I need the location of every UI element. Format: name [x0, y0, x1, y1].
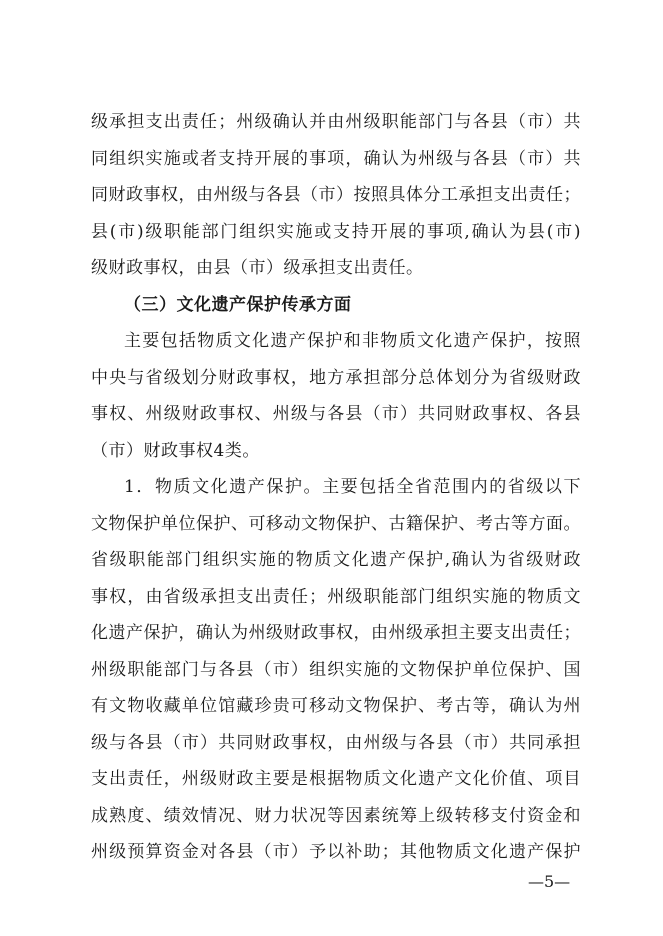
- text-line: 县(市)级职能部门组织实施或支持开展的事项,确认为县(市): [91, 222, 581, 242]
- text-line: 州级预算资金对各县（市）予以补助；其他物质文化遗产保护: [91, 842, 581, 862]
- text-line: 省级职能部门组织实施的物质文化遗产保护,确认为省级财政: [91, 550, 581, 570]
- text-line: 主要包括物质文化遗产保护和非物质文化遗产保护，按照: [124, 331, 581, 351]
- text-line: 1．物质文化遗产保护。主要包括全省范围内的省级以下: [124, 477, 581, 497]
- text-line: 州级职能部门与各县（市）组织实施的文物保护单位保护、国: [91, 660, 581, 680]
- text-line: 级财政事权，由县（市）级承担支出责任。: [91, 258, 424, 278]
- text-line: 中央与省级划分财政事权，地方承担部分总体划分为省级财政: [91, 368, 581, 388]
- text-line: 同财政事权，由州级与各县（市）按照具体分工承担支出责任；: [91, 185, 581, 205]
- text-line: 文物保护单位保护、可移动文物保护、古籍保护、考古等方面。: [91, 514, 581, 534]
- text-line: 事权，由省级承担支出责任；州级职能部门组织实施的物质文: [91, 587, 581, 607]
- section-heading: （三）文化遗产保护传承方面: [124, 295, 352, 315]
- text-line: 事权、州级财政事权、州级与各县（市）共同财政事权、各县: [91, 404, 581, 424]
- text-line: 化遗产保护，确认为州级财政事权，由州级承担主要支出责任；: [91, 623, 581, 643]
- text-line: 级与各县（市）共同财政事权，由州级与各县（市）共同承担: [91, 733, 581, 753]
- text-line: 有文物收藏单位馆藏珍贵可移动文物保护、考古等，确认为州: [91, 696, 581, 716]
- text-line: （市）财政事权4类。: [91, 441, 260, 461]
- text-line: 同组织实施或者支持开展的事项，确认为州级与各县（市）共: [91, 149, 581, 169]
- text-line: 支出责任，州级财政主要是根据物质文化遗产文化价值、项目: [91, 769, 581, 789]
- text-line: 级承担支出责任；州级确认并由州级职能部门与各县（市）共: [91, 112, 581, 132]
- page-number: —5—: [528, 872, 571, 891]
- text-line: 成熟度、绩效情况、财力状况等因素统筹上级转移支付资金和: [91, 806, 581, 826]
